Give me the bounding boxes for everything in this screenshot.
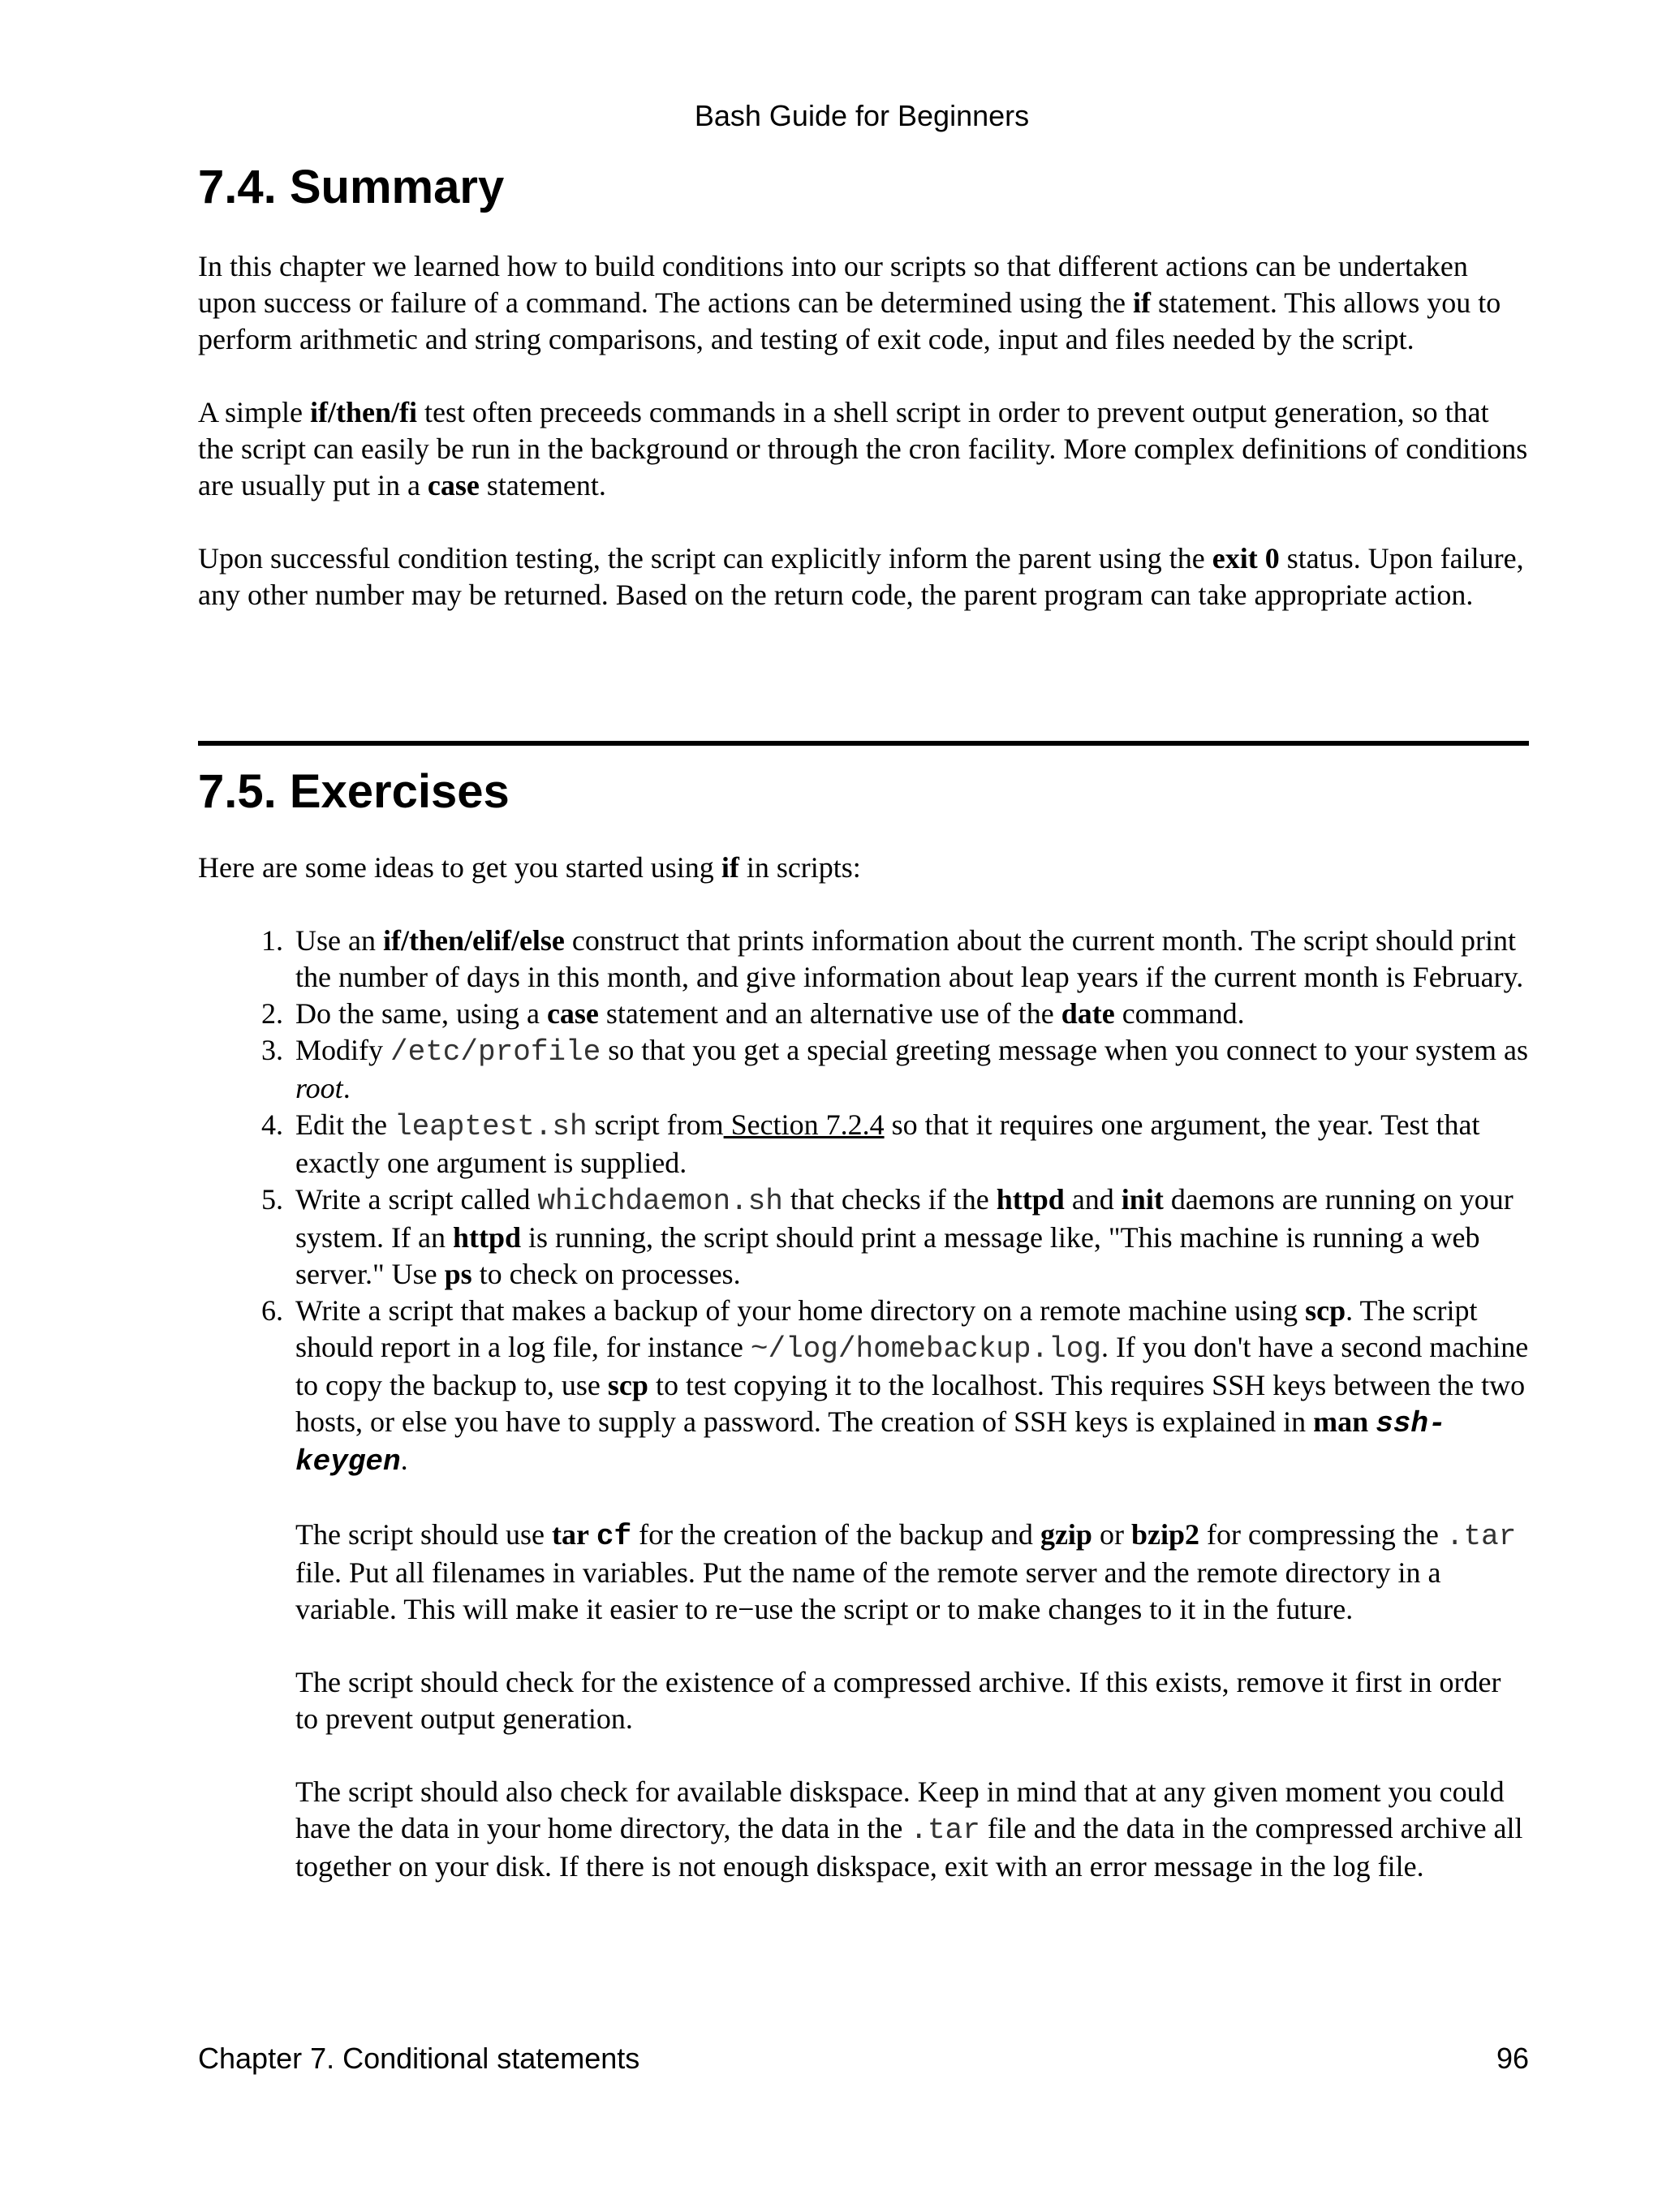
page-footer xyxy=(198,2042,1529,2076)
running-header: Bash Guide for Beginners xyxy=(694,99,1030,132)
section-7-2-4-link[interactable]: Section 7.2.4 xyxy=(723,1108,885,1141)
summary-paragraph-1: In this chapter we learned how to build conditions into our scripts so that different actions can be undertaken upon success or failure of a command. The actions can be determined using the if statement. This allows you to perform arithmetic and string comparisons, and testing of exit code, input and files needed by the script. xyxy=(198,250,1501,355)
footer-chapter-title: Chapter 7. Conditional statements xyxy=(198,2042,640,2075)
exercise-6-paragraph-1: Write a script that makes a backup of your home directory on a remote machine using scp. The script should report in a log file, for instance ~/log/homebackup.log. If you don't have a second machine to copy the backup to, use scp to test copying it to the localhost. This requires SSH keys between the two hosts, or else you have to supply a password. The creation of SSH keys is explained in man ssh-keygen. xyxy=(295,1294,1529,1478)
exercise-item-5: 5. Write a script called whichdaemon.sh that checks if the httpd and init daemons are running on your system. If an httpd is running, the script should print a message like, "This machine is running a web server." Use ps to check on processes. xyxy=(261,1183,1513,1290)
section-divider xyxy=(198,741,1529,746)
exercise-item-4: 4. Edit the leaptest.sh script from Section 7.2.4 so that it requires one argument, the year. Test that exactly one argument is supplied. xyxy=(261,1108,1480,1179)
exercise-6-paragraph-4: The script should also check for available diskspace. Keep in mind that at any given moment you could have the data in your home directory, the data in the .tar file and the data in the compressed archive all together on your disk. If there is not enough diskspace, exit with an error message in the log file. xyxy=(295,1775,1523,1883)
exercise-item-1: 1. Use an if/then/elif/else construct that prints information about the current month. The script should print the number of days in this month, and give information about leap years if the current month is February. xyxy=(261,924,1524,993)
summary-paragraph-3: Upon successful condition testing, the script can explicitly inform the parent using the exit 0 status. Upon failure, any other number may be returned. Based on the return code, the parent program can take appropriate action. xyxy=(198,542,1524,611)
exercises-heading: 7.5. Exercises xyxy=(198,765,510,818)
page-content xyxy=(198,159,1529,613)
summary-heading: 7.4. Summary xyxy=(198,161,505,213)
summary-paragraph-2: A simple if/then/fi test often preceeds commands in a shell script in order to prevent output generation, so that the script can easily be run in the background or through the cron facility. More complex definitions of conditions are usually put in a case statement. xyxy=(198,396,1528,501)
exercise-6-paragraph-2: The script should use tar cf for the creation of the backup and gzip or bzip2 for compressing the .tar file. Put all filenames in variables. Put the name of the remote server and the remote directory in a variable. This will make it easier to re−use the script or to make changes to it in the future. xyxy=(295,1518,1517,1625)
exercise-6-paragraph-3: The script should check for the existence of a compressed archive. If this exists, remove it first in order to prevent output generation. xyxy=(295,1666,1501,1735)
exercises-section xyxy=(198,764,1529,1885)
exercise-list xyxy=(198,923,1529,1885)
exercise-item-3: 3. Modify /etc/profile so that you get a special greeting message when you connect to your system as root. xyxy=(261,1034,1528,1104)
page-number: 96 xyxy=(1496,2042,1529,2075)
exercises-intro: Here are some ideas to get you started using if in scripts: xyxy=(198,851,861,884)
exercise-item-2: 2. Do the same, using a case statement and an alternative use of the date command. xyxy=(261,997,1245,1030)
exercise-item-6: 6. Write a script that makes a backup of your home directory on a remote machine using scp. The script should report in a log file, for instance ~/log/homebackup.log. If you don't have a second machine to copy the backup to, use scp to test copying it to the localhost. This requires SSH keys between the two hosts, or else you have to supply a password. The creation of SSH keys is explained in man ssh-keygen. The script should use tar cf for the creation of the backup and gzip or bzip2 for compressing the .tar file. Put all filenames in variables. Put the name of the remote server and the remote directory in a variable. This will make it easier to re−use the script or to make changes to it in the future. The script should check for the existence of a compressed archive. If this exists, remove it first in order to prevent output generation. The script should also check for available diskspace. Keep in mind that at any given moment you could have the data in your home directory, the data in the .tar file and the data in the compressed archive all together on your disk. If there is not enough diskspace, exit with an error message in the log file. xyxy=(198,1293,1529,1885)
